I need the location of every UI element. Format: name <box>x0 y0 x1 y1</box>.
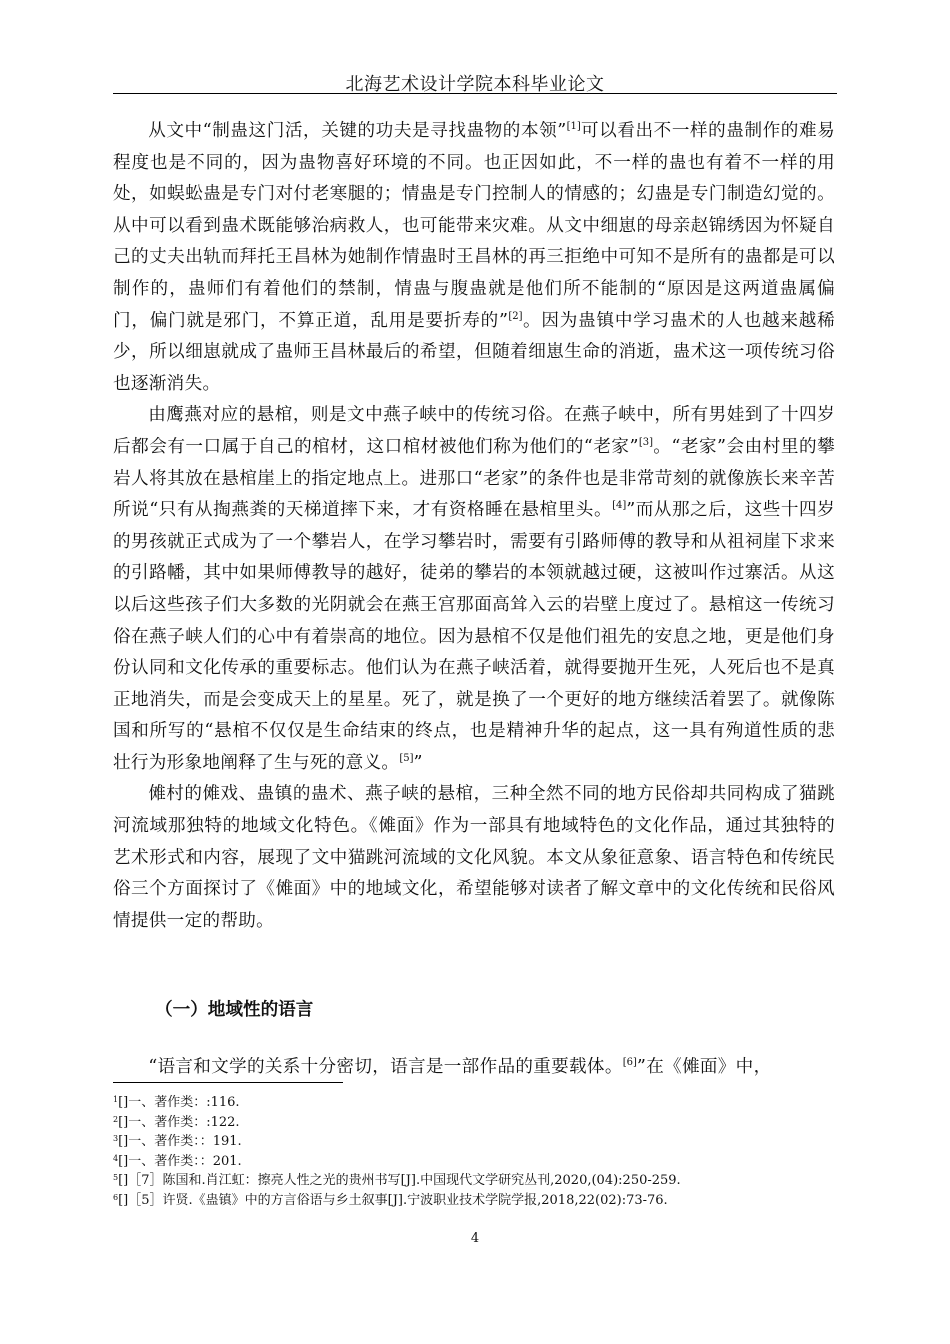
citation-marker: [4] <box>612 500 627 512</box>
citation-marker: [2] <box>508 310 523 322</box>
footnotes <box>113 1093 841 1210</box>
footnote <box>113 1093 841 1113</box>
text-run: “语言和文学的关系十分密切，语言是一部作品的重要载体。 <box>148 1056 623 1077</box>
page-number: 4 <box>470 1231 480 1246</box>
footnote-number: 6 <box>113 1192 119 1202</box>
body-text <box>113 116 835 937</box>
footnote <box>113 1152 841 1172</box>
text-run: ”在《傩面》中， <box>636 1056 772 1077</box>
footnote-text: []一、著作类：：191. <box>118 1134 242 1149</box>
text-run: 可以看出不一样的蛊制作的难易程度也是不同的，因为蛊物喜好环境的不同。也正因如此，不一样的蛊也有着不一样的用处，如蜈蚣蛊是专门对付老寒腿的；情蛊是专门控制人的情感的；幻蛊是专门制造幻觉的。从中可以看到蛊术既能够治病救人，也可能带来灾难。从文中细崽的母亲赵锦绣因为怀疑自己的丈夫出轨而拜托王昌林为她制作情蛊时王昌林的再三拒绝中可知不是所有的蛊都是可以制作的，蛊师们有着他们的禁制，情蛊与腹蛊就是他们所不能制的“原因是这两道蛊属偏门，偏门就是邪门，不算正道，乱用是要折寿的” <box>113 121 835 331</box>
body-paragraph <box>113 116 835 400</box>
footnote <box>113 1132 841 1152</box>
footnote-number: 3 <box>113 1134 119 1143</box>
footnote-text: []［7］陈国和.肖江虹：擦亮人性之光的贵州书写[J].中国现代文学研究丛刊,2020,(04):250-259. <box>118 1173 681 1188</box>
citation-marker: [6] <box>622 1056 637 1068</box>
citation-marker: [5] <box>399 752 414 764</box>
header-rule <box>113 93 837 94</box>
footnote-text: []一、著作类：：201. <box>118 1153 242 1169</box>
footnote <box>113 1171 841 1191</box>
running-header: 北海艺术设计学院本科毕业论文 <box>345 74 605 95</box>
section-heading: （一）地域性的语言 <box>155 1000 314 1020</box>
footnote-number: 1 <box>113 1095 119 1104</box>
text-run: 由鹰燕对应的悬棺，则是文中燕子峡中的传统习俗。在燕子峡中，所有男娃到了十四岁后都会有一口属于自己的棺材，这口棺材被他们称为他们的“老家” <box>113 405 835 457</box>
footnote-text: []一、著作类：:116. <box>118 1095 240 1110</box>
citation-marker: [1] <box>566 121 581 132</box>
footnote-number: 4 <box>113 1153 119 1163</box>
text-run: 。“老家”会由村里的攀岩人将其放在悬棺崖上的指定地点上。进那口“老家”的条件也是非常苛刻的就像族长来辛苦所说“只有从掏燕粪的天梯道摔下来，才有资格睡在悬棺里头。 <box>113 436 835 521</box>
text-run: ” <box>413 752 423 773</box>
footnote-text: []一、著作类：:122. <box>118 1114 240 1130</box>
text-run: 。因为蛊镇中学习蛊术的人也越来越稀少，所以细崽就成了蛊师王昌林最后的希望，但随着细崽生命的消逝，蛊术这一项传统习俗也逐渐消失。 <box>113 310 835 394</box>
body-paragraph <box>113 400 835 779</box>
text-run: ”而从那之后，这些十四岁的男孩就正式成为了一个攀岩人，在学习攀岩时，需要有引路师傅的教导和从祖祠崖下求来的引路幡，其中如果师傅教导的越好，徒弟的攀岩的本领就越过硬，这被叫作过寨活。从这以后这些孩子们大多数的光阴就会在燕王宫那面高耸入云的岩壁上度过了。悬棺这一传统习俗在燕子峡人们的心中有着崇高的地位。因为悬棺不仅是他们祖先的安息之地，更是他们身份认同和文化传承的重要标志。他们认为在燕子峡活着，就得要抛开生死，人死后也不是真正地消失，而是会变成天上的星星。死了，就是换了一个更好的地方继续活着罢了。就像陈国和所写的“悬棺不仅仅是生命结束的终点，也是精神升华的起点，这一具有殉道性质的悲壮行为形象地阐释了生与死的意义。 <box>113 500 835 773</box>
text-run: 傩村的傩戏、蛊镇的蛊术、燕子峡的悬棺，三种全然不同的地方民俗却共同构成了猫跳河流域那独特的地域文化特色。《傩面》作为一部具有地域特色的文化作品，通过其独特的艺术形式和内容，展现了文中猫跳河流域的文化风貌。本文从象征意象、语言特色和传统民俗三个方面探讨了《傩面》中的地域文化，希望能够对读者了解文章中的文化传统和民俗风情提供一定的帮助。 <box>113 784 835 931</box>
footnote-rule <box>113 1082 343 1083</box>
citation-marker: [3] <box>638 436 653 448</box>
footnote-number: 2 <box>113 1114 119 1124</box>
paragraph-after-heading <box>113 1052 835 1084</box>
footnote-text: []［5］许贤.《蛊镇》中的方言俗语与乡土叙事[J].宁波职业技术学院学报,2018,22(02):73-76. <box>118 1192 668 1208</box>
footnote-number: 5 <box>113 1173 119 1182</box>
body-paragraph <box>113 779 835 937</box>
footnote <box>113 1191 841 1211</box>
footnote <box>113 1113 841 1133</box>
text-run: 从文中“制蛊这门活，关键的功夫是寻找蛊物的本领” <box>148 121 567 141</box>
